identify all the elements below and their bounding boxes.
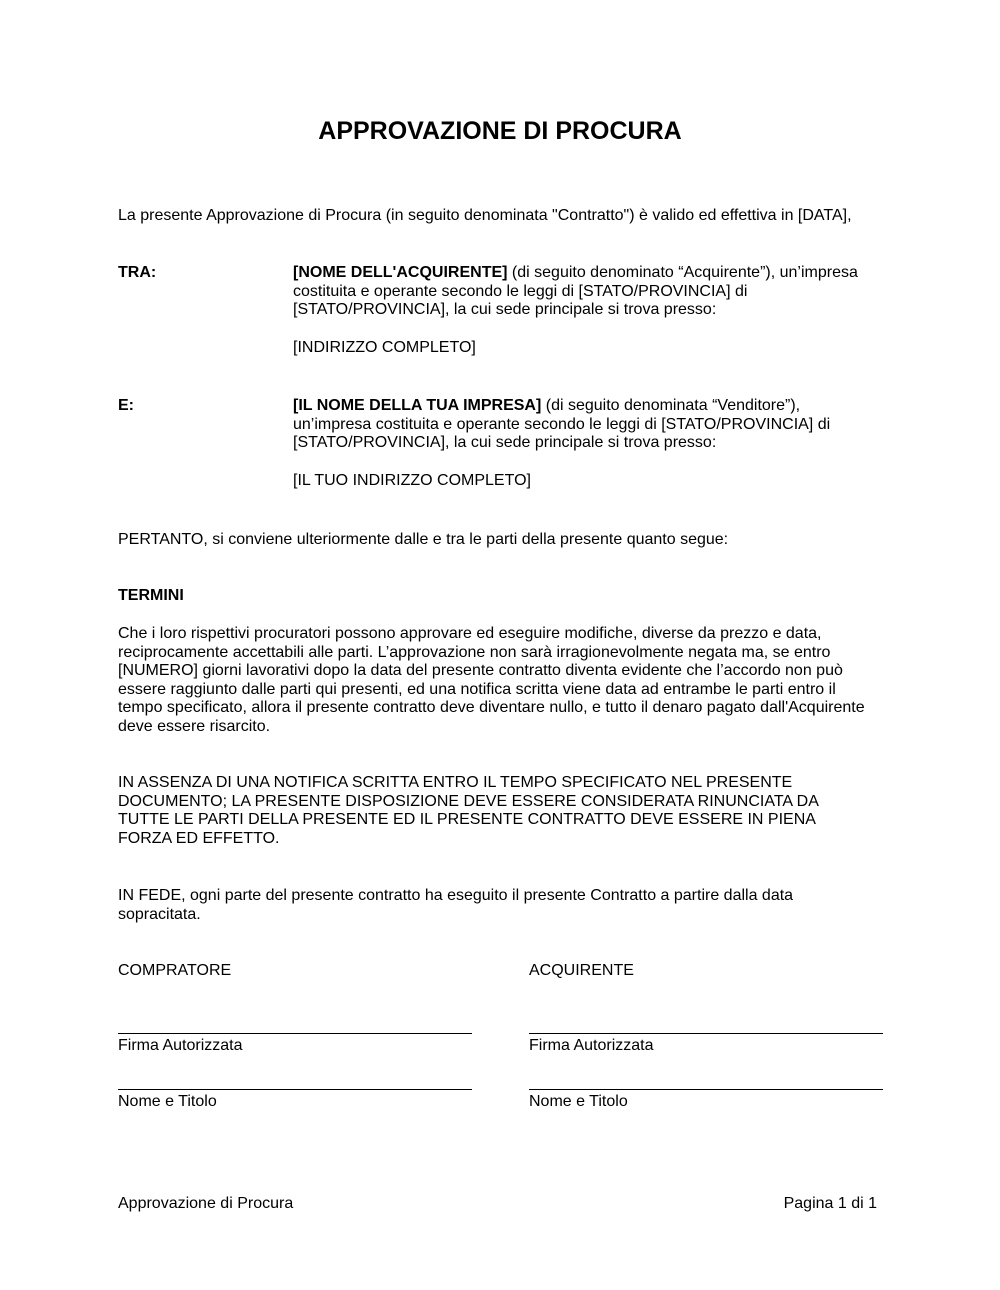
notice-line: DOCUMENTO; LA PRESENTE DISPOSIZIONE DEVE ESSERE CONSIDERATA RINUNCIATA DA (118, 792, 819, 810)
party-line-1 (293, 397, 883, 416)
notice-paragraph (118, 774, 888, 848)
witness-line: IN FEDE, ogni parte del presente contratto ha eseguito il presente Contratto a partire dalla data (118, 887, 794, 904)
footer-page-number: Pagina 1 di 1 (783, 1195, 877, 1212)
terms-line: [NUMERO] giorni lavorativi dopo la data del presente contratto diventa evidente che l’accordo non può (118, 662, 843, 680)
terms-line: Che i loro rispettivi procuratori possono approvare ed eseguire modifiche, diverse da prezzo e data, (118, 625, 822, 642)
signature-role: COMPRATORE (118, 962, 232, 979)
buyer-name-placeholder: [NOME DELL'ACQUIRENTE] (293, 264, 508, 281)
party-block-seller (293, 397, 883, 490)
terms-paragraph (118, 625, 888, 737)
party-line-3: [STATO/PROVINCIA], la cui sede principale si trova presso: (293, 301, 717, 319)
seller-address: [IL TUO INDIRIZZO COMPLETO] (293, 471, 531, 489)
party-line-2: costituita e operante secondo le leggi di [STATO/PROVINCIA] di (293, 282, 748, 300)
seller-name-placeholder: [IL NOME DELLA TUA IMPRESA] (293, 397, 542, 414)
intro-paragraph: La presente Approvazione di Procura (in seguito denominata "Contratto") è valido ed effettiva in [DATA], (118, 207, 852, 224)
party-label-e: E: (118, 397, 134, 414)
party-label-tra: TRA: (118, 264, 157, 281)
signature-line[interactable] (529, 1033, 883, 1034)
notice-line: FORZA ED EFFETTO. (118, 829, 280, 847)
terms-line: deve essere risarcito. (118, 717, 271, 735)
footer-document-name: Approvazione di Procura (118, 1195, 294, 1212)
party-block-buyer (293, 264, 883, 357)
terms-line: reciprocamente accettabili alle parti. L’approvazione non sarà irragionevolmente negata ma, se entro (118, 643, 831, 661)
terms-line: tempo specificato, allora il presente contratto deve diventare nullo, e tutto il denaro pagato dall'Acquirente (118, 699, 865, 717)
signature-block-compratore (118, 962, 472, 980)
terms-heading: TERMINI (118, 587, 184, 604)
name-title-label: Nome e Titolo (118, 1093, 217, 1110)
party-line-3: [STATO/PROVINCIA], la cui sede principale si trova presso: (293, 434, 717, 452)
signature-block-acquirente (529, 962, 883, 980)
pertanto-paragraph: PERTANTO, si conviene ulteriormente dalle e tra le parti della presente quanto segue: (118, 531, 729, 548)
signature-role: ACQUIRENTE (529, 962, 634, 979)
name-title-line[interactable] (529, 1089, 883, 1090)
name-title-line[interactable] (118, 1089, 472, 1090)
document-title: APPROVAZIONE DI PROCURA (318, 117, 682, 145)
buyer-address: [INDIRIZZO COMPLETO] (293, 338, 476, 356)
party-line-1-rest: (di seguito denominata “Venditore”), (541, 397, 801, 414)
notice-line: IN ASSENZA DI UNA NOTIFICA SCRITTA ENTRO IL TEMPO SPECIFICATO NEL PRESENTE (118, 774, 793, 791)
signature-label: Firma Autorizzata (118, 1037, 243, 1054)
signature-label: Firma Autorizzata (529, 1037, 654, 1054)
signature-line[interactable] (118, 1033, 472, 1034)
name-title-label: Nome e Titolo (529, 1093, 628, 1110)
witness-line: sopracitata. (118, 905, 201, 923)
terms-line: essere raggiunto dalle parti qui presenti, ed una notifica scritta viene data ad entrambe le parti entro il (118, 680, 836, 698)
party-line-2: un’impresa costituita e operante secondo le leggi di [STATO/PROVINCIA] di (293, 415, 831, 433)
witness-paragraph (118, 887, 888, 924)
party-line-1 (293, 264, 883, 283)
notice-line: TUTTE LE PARTI DELLA PRESENTE ED IL PRESENTE CONTRATTO DEVE ESSERE IN PIENA (118, 811, 816, 829)
party-line-1-rest: (di seguito denominato “Acquirente”), un’impresa (507, 264, 858, 281)
